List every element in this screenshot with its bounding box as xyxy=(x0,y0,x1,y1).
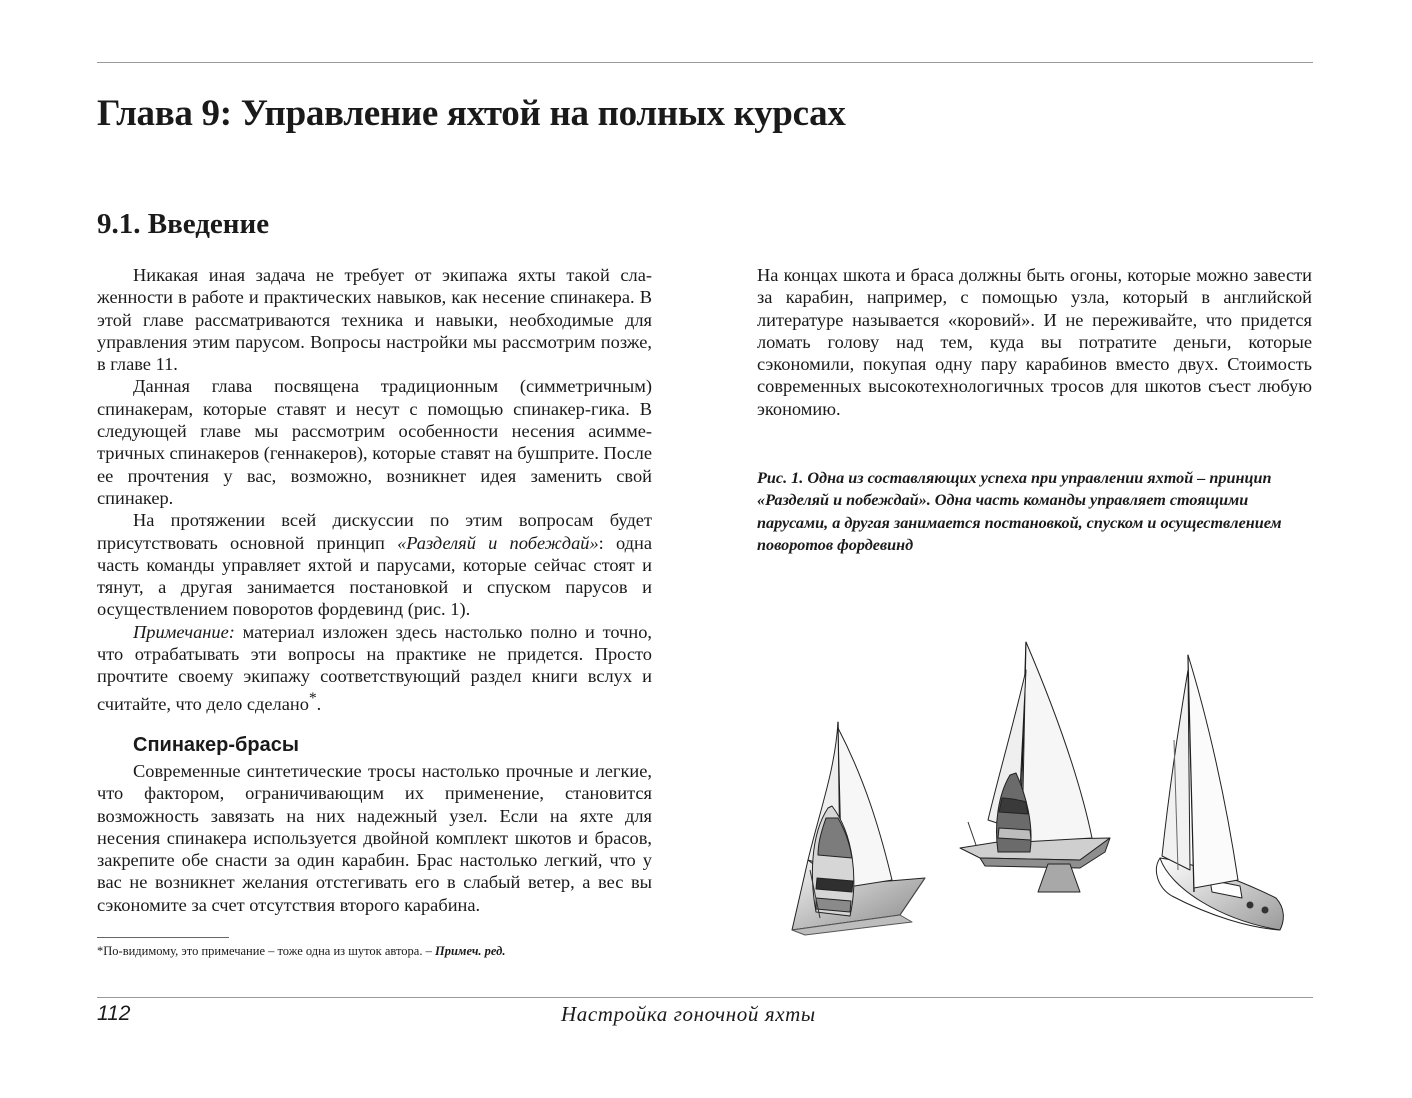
section-title: 9.1. Введение xyxy=(97,208,270,240)
sailboat-left xyxy=(792,722,925,935)
left-column-text xyxy=(97,264,652,715)
paragraph: Современные синтетические тросы настолько прочные и легкие, что фактором, ограничивающим их применение, становится возможность завязать на них надежный узел. Если на яхте для несения спинакера используется двойной комплект шкотов и брасов, закрепите обе снасти за один карабин. Брас настолько легкий, что у вас не возникнет желания отстегивать его в слабый ветер, а вес вы сэкономите за счет отсутствия второго карабина. xyxy=(97,761,652,915)
paragraph-text: : одна часть команды управляет яхтой и парусами, которые сейчас стоят и тянут, а другая занимается постановкой и спуском парусов и осуществлением поворотов фордевинд (рис. 1). xyxy=(97,532,653,620)
chapter-title: Глава 9: Управление яхтой на полных курсах xyxy=(97,93,846,134)
figure-caption: Рис. 1. Одна из составляющих успеха при управлении яхтой – принцип «Разделяй и побеждай». Одна часть команды управляет стоящими парусами, а другая занимается постановкой, спуском и осуществлением поворотов фордевинд xyxy=(757,469,1282,555)
paragraph: Данная глава посвящена традиционным (симметричным) спинакерам, которые ставят и несут с помощью спинакер-гика. В следующей главе мы рассмотрим особенности несения асимметричных спинакеров (геннакеров), которые ставят на бушприте. После ее прочтения у вас, возможно, возникнет идея заменить свой спинакер. xyxy=(97,376,652,508)
note-paragraph xyxy=(97,621,652,715)
footnote-editor-note: Примеч. ред. xyxy=(434,944,506,958)
paragraph-text: На протяжении всей дискуссии по этим вопросам будет присутствовать основной принцип xyxy=(97,510,652,553)
left-column-text-continued xyxy=(97,760,652,916)
paragraph: На концах шкота и браса должны быть огоны, которые можно завести за карабин, например, с помощью узла, который в английской литературе называется «коровий». И не переживайте, что придется ломать голову над тем, куда вы потратите деньги, которые сэкономили, покупая одну пару карабинов вместо двух. Стоимость современных высокотехнологичных тросов для шкотов съест любую экономию. xyxy=(757,265,1312,419)
principle-emphasis: «Разделяй и побеждай» xyxy=(397,532,599,553)
paragraph xyxy=(97,509,652,620)
footnote xyxy=(97,944,657,959)
footnote-text: *По-видимому, это примечание – тоже одна из шуток автора. – xyxy=(97,944,435,958)
sailboat-right xyxy=(1156,655,1283,930)
three-sailboats-illustration xyxy=(780,630,1310,950)
note-label: Примечание: xyxy=(133,621,235,642)
right-column-text xyxy=(757,264,1312,420)
sailboat-middle xyxy=(960,642,1110,892)
paragraph: Никакая иная задача не требует от экипажа яхты такой слаженности в работе и практических навыков, как несение спинакера. В этой главе рассматриваются техника и навыки, необходимые для управления этим парусом. Вопросы настройки мы рассмотрим позже, в главе 11. xyxy=(97,265,652,375)
footnote-rule xyxy=(97,937,229,938)
running-title: Настройка гоночной яхты xyxy=(561,1002,816,1026)
paragraph-text: материал изложен здесь настолько полно и точно, что отрабатывать эти вопросы на практике не придется. Просто прочтите своему экипажу соответствующий раздел книги вслух и считайте, что дело сделано xyxy=(97,621,652,714)
bottom-rule xyxy=(97,997,1313,998)
subsection-title: Спинакер-брасы xyxy=(133,734,299,756)
footnote-mark: * xyxy=(308,689,317,707)
paragraph-text: . xyxy=(316,693,322,714)
page-number: 112 xyxy=(97,1002,131,1025)
top-rule xyxy=(97,62,1313,63)
